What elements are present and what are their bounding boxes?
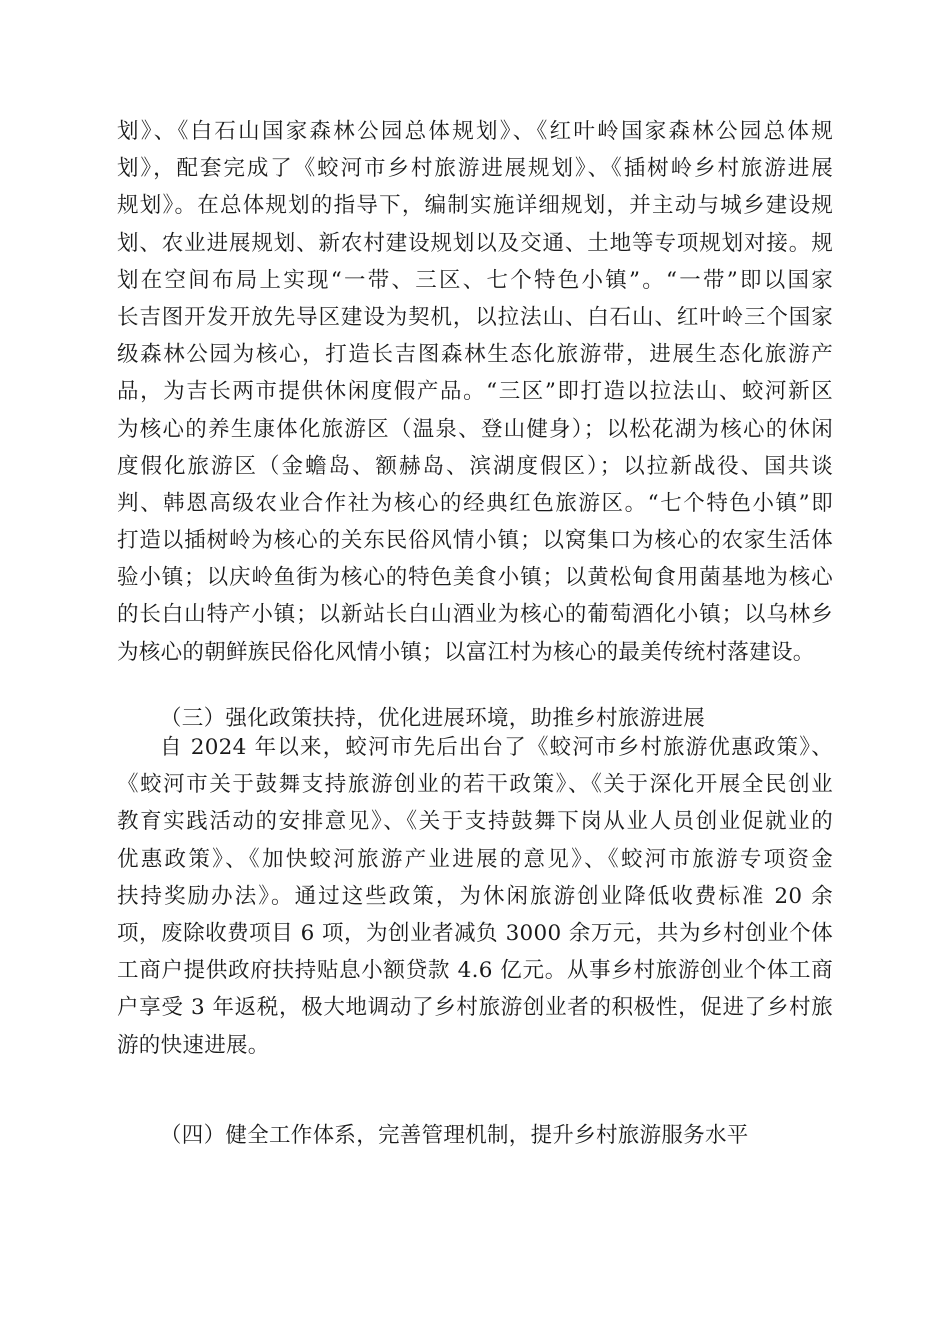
- paragraph-line: 划在空间布局上实现“一带、三区、七个特色小镇”。“一带”即以国家: [117, 267, 833, 293]
- paragraph-line: 划》、《白石山国家森林公园总体规划》、《红叶岭国家森林公园总体规: [117, 119, 833, 144]
- paragraph-line: 户享受 3 年返税，极大地调动了乡村旅游创业者的积极性，促进了乡村旅: [117, 995, 833, 1021]
- section-heading-text: （四）健全工作体系，完善管理机制，提升乡村旅游服务水平: [160, 1123, 749, 1148]
- paragraph-line: 验小镇；以庆岭鱼街为核心的特色美食小镇；以黄松甸食用菌基地为核心: [117, 565, 833, 591]
- paragraph-line: 《蛟河市关于鼓舞支持旅游创业的若干政策》、《关于深化开展全民创业: [117, 772, 833, 798]
- paragraph-line: 级森林公园为核心，打造长吉图森林生态化旅游带，进展生态化旅游产: [117, 342, 833, 368]
- paragraph-line: 项，废除收费项目 6 项，为创业者减负 3000 余万元，共为乡村创业个体: [117, 920, 833, 946]
- paragraph-line: 为核心的朝鲜族民俗化风情小镇；以富江村为核心的最美传统村落建设。: [117, 639, 815, 665]
- paragraph-planning: [117, 113, 833, 671]
- paragraph-line: 优惠政策》、《加快蛟河旅游产业进展的意见》、《蛟河市旅游专项资金: [117, 846, 833, 872]
- paragraph-line: 品，为吉长两市提供休闲度假产品。“三区”即打造以拉法山、蛟河新区: [117, 379, 833, 405]
- paragraph-line: 游的快速进展。: [117, 1032, 270, 1058]
- paragraph-line: 教育实践活动的安排意见》、《关于支持鼓舞下岗从业人员创业促就业的: [117, 809, 833, 835]
- paragraph-line: 度假化旅游区（金蟾岛、额赫岛、滨湖度假区）；以拉新战役、国共谈: [117, 453, 833, 479]
- paragraph-line: 判、韩恩高级农业合作社为核心的经典红色旅游区。“七个特色小镇”即: [117, 490, 833, 516]
- paragraph-line: 扶持奖励办法》。通过这些政策，为休闲旅游创业降低收费标准 20 余: [117, 883, 833, 909]
- paragraph-line: 自 2024 年以来，蛟河市先后出台了《蛟河市乡村旅游优惠政策》、: [160, 735, 833, 760]
- paragraph-line: 规划》。在总体规划的指导下，编制实施详细规划，并主动与城乡建设规: [117, 193, 833, 219]
- paragraph-line: 划》，配套完成了《蛟河市乡村旅游进展规划》、《插树岭乡村旅游进展: [117, 156, 833, 182]
- paragraph-line: 打造以插树岭为核心的关东民俗风情小镇；以窝集口为核心的农家生活体: [117, 528, 833, 554]
- paragraph-line: 工商户提供政府扶持贴息小额贷款 4.6 亿元。从事乡村旅游创业个体工商: [117, 958, 833, 984]
- paragraph-line: 长吉图开发开放先导区建设为契机，以拉法山、白石山、红叶岭三个国家: [117, 304, 833, 330]
- section-heading-4: [117, 1117, 833, 1154]
- paragraph-line: 的长白山特产小镇；以新站长白山酒业为核心的葡萄酒化小镇；以乌林乡: [117, 602, 833, 628]
- paragraph-line: 划、农业进展规划、新农村建设规划以及交通、土地等专项规划对接。规: [117, 230, 833, 256]
- paragraph-policy: [117, 729, 833, 1064]
- section-heading-text: （三）强化政策扶持，优化进展环境，助推乡村旅游进展: [160, 706, 706, 731]
- paragraph-line: 为核心的养生康体化旅游区（温泉、登山健身）；以松花湖为核心的休闲: [117, 416, 833, 442]
